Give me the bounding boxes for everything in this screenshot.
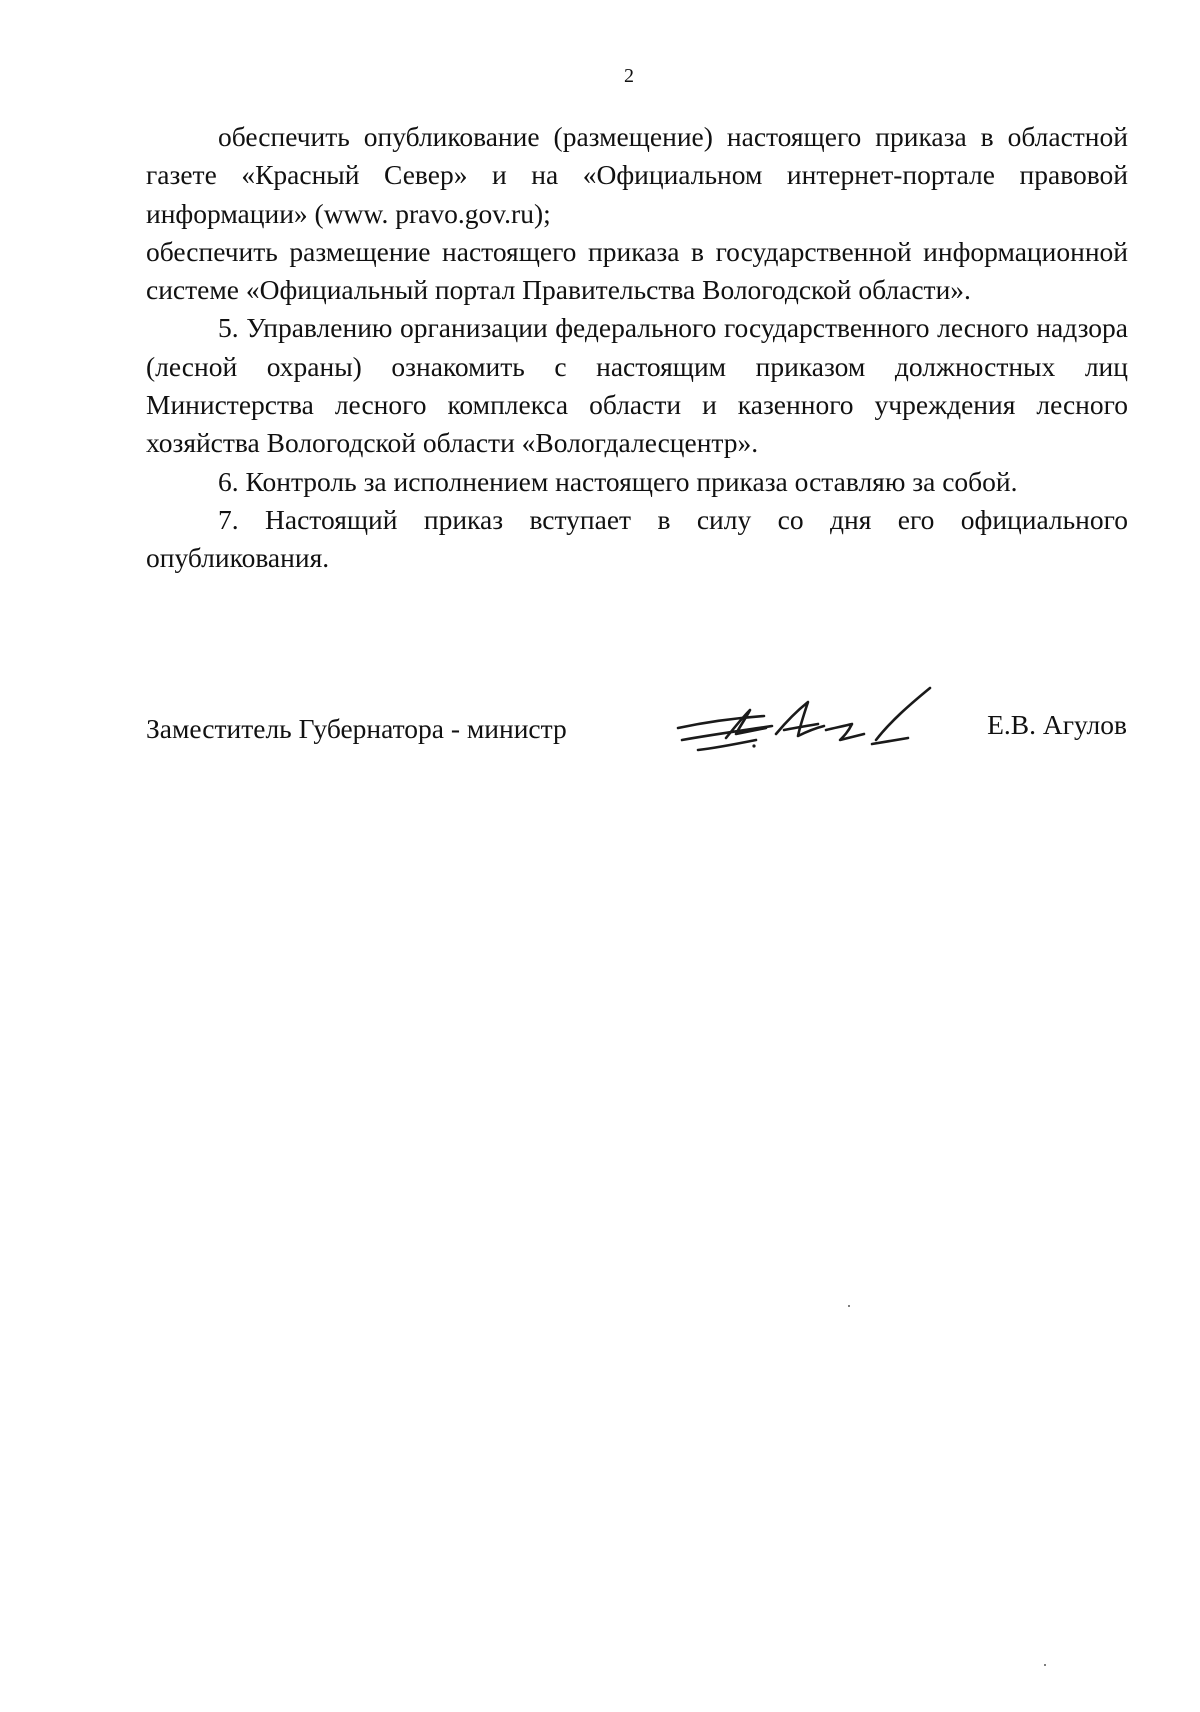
document-body	[146, 118, 1128, 578]
scan-speck	[1044, 1664, 1046, 1666]
signatory-name: Е.В. Агулов	[987, 709, 1127, 740]
scan-speck	[848, 1305, 850, 1307]
paragraph-item-6: 6. Контроль за исполнением настоящего приказа оставляю за собой.	[218, 465, 1018, 497]
paragraph-item-7: 7. Настоящий приказ вступает в силу со дня его официального опубликования.	[146, 503, 1128, 574]
paragraph-item-5: 5. Управлению организации федерального государственного лесного надзора (лесной охраны) ознакомить с настоящим приказом должностных лиц Министерства лесного комплекса области и казенного учреждения лесного хозяйства Вологодской области «Вологдалесцентр».	[146, 312, 1128, 459]
signatory-title: Заместитель Губернатора - министр	[146, 713, 567, 744]
paragraph-portal-placement: обеспечить размещение настоящего приказа в государственной информационной системе «Официальный портал Правительства Вологодской области».	[146, 235, 1128, 306]
paragraph-publication: обеспечить опубликование (размещение) настоящего приказа в областной газете «Красный Север» и на «Официальном интернет-портале правовой информации» (www. pravo.gov.ru);	[146, 121, 1128, 229]
handwritten-signature	[676, 682, 946, 762]
page-number: 2	[624, 65, 634, 87]
